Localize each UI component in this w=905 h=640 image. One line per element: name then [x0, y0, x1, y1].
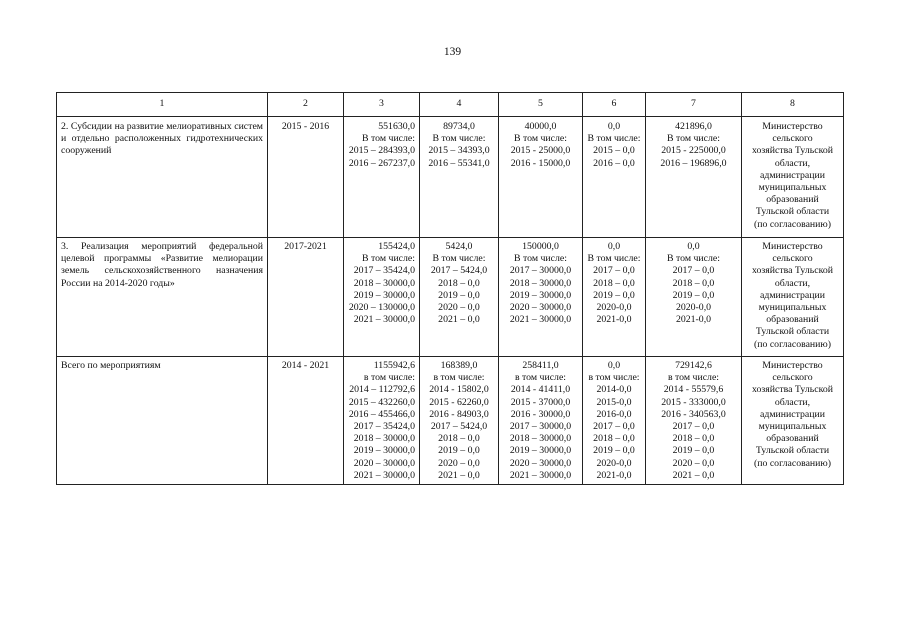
executor-cell — [742, 357, 844, 485]
cell-line: В том числе: — [362, 253, 415, 265]
cell-line: 155424,0 — [378, 241, 415, 252]
cell-line: хозяйства Тульской — [751, 145, 834, 157]
header-col-3: 3 — [344, 93, 420, 117]
cell-line: 2018 – 0,0 — [438, 277, 480, 289]
cell-line: (по согласованию) — [753, 338, 832, 350]
cell-line: 2019 – 0,0 — [438, 289, 480, 301]
extra-budget-cell — [646, 117, 742, 238]
activity-title-cell: 3. Реализация мероприятий федеральной целевой программы «Развитие мелиорации земель сельскохозяйственного назначения России на 2014-2020 годы» — [57, 238, 268, 357]
cell-line: 2015-0,0 — [596, 396, 632, 408]
cell-line: сельского — [772, 133, 813, 145]
table-header-row — [57, 93, 844, 117]
cell-line: 551630,0 — [378, 121, 415, 132]
cell-line: сельского — [772, 372, 813, 384]
cell-line: 2020-0,0 — [675, 302, 712, 314]
cell-line: 0,0 — [607, 241, 621, 252]
cell-line: 2018 – 30000,0 — [353, 433, 415, 445]
cell-line: 2020 – 130000,0 — [348, 302, 415, 314]
cell-line: В том числе: — [514, 133, 567, 145]
header-col-2: 2 — [268, 93, 344, 117]
executor-cell — [742, 117, 844, 238]
cell-line: 2018 – 0,0 — [672, 433, 715, 445]
cell-line: 2015 - 62260,0 — [429, 396, 489, 408]
cell-line: 2017 – 5424,0 — [430, 265, 488, 277]
cell-line: В том числе: — [667, 253, 720, 265]
cell-line: сельского — [772, 253, 813, 265]
cell-line: в том числе: — [514, 372, 567, 384]
cell-line: 2019 – 30000,0 — [353, 289, 415, 301]
cell-line: 2016 - 15000,0 — [510, 157, 571, 169]
header-col-8: 8 — [742, 93, 844, 117]
cell-line: 2020 – 30000,0 — [509, 302, 572, 314]
cell-line: муниципальных — [758, 182, 827, 194]
cell-line: в том числе: — [667, 372, 720, 384]
cell-line: 2019 – 30000,0 — [353, 445, 415, 457]
regional-budget-cell — [499, 238, 583, 357]
cell-line: 2018 – 30000,0 — [509, 433, 572, 445]
cell-line: 2015 - 333000,0 — [661, 396, 726, 408]
cell-line: 2021-0,0 — [596, 469, 632, 481]
cell-line: 2019 – 0,0 — [438, 445, 480, 457]
federal-budget-cell — [420, 357, 499, 485]
local-budget-cell — [583, 357, 646, 485]
period-cell: 2014 - 2021 — [268, 357, 344, 485]
cell-line: В том числе: — [432, 253, 486, 265]
total-amount-cell — [344, 117, 420, 238]
cell-line: 89734,0 — [443, 121, 475, 132]
activity-title-cell: Всего по мероприятиям — [57, 357, 268, 485]
total-amount-cell — [344, 357, 420, 485]
cell-line: в том числе: — [588, 372, 640, 384]
cell-line: Тульской области — [755, 326, 830, 338]
cell-line: 2014-0,0 — [596, 384, 632, 396]
cell-line: администрации — [760, 169, 825, 181]
header-col-1: 1 — [57, 93, 268, 117]
cell-line: Министерство — [762, 241, 823, 252]
cell-line: 2014 – 112792,6 — [349, 384, 415, 396]
cell-line: в том числе: — [433, 372, 485, 384]
period-cell: 2017-2021 — [268, 238, 344, 357]
extra-budget-cell — [646, 357, 742, 485]
cell-line: администрации — [760, 289, 825, 301]
extra-budget-cell — [646, 238, 742, 357]
cell-line: В том числе: — [587, 253, 641, 265]
cell-line: 2019 – 30000,0 — [509, 445, 572, 457]
header-col-6: 6 — [583, 93, 646, 117]
cell-line: 2014 - 15802,0 — [429, 384, 489, 396]
cell-line: 2014 - 55579,6 — [663, 384, 724, 396]
cell-line: 2015 – 284393,0 — [348, 145, 415, 157]
cell-line: 2017 – 35424,0 — [353, 421, 415, 433]
cell-line: 5424,0 — [445, 241, 473, 252]
cell-line: 2021 – 0,0 — [438, 469, 480, 481]
cell-line: 2017 – 0,0 — [672, 265, 715, 277]
cell-line: 2017 – 30000,0 — [509, 265, 572, 277]
header-col-4: 4 — [420, 93, 499, 117]
cell-line: 2016 – 196896,0 — [660, 157, 727, 169]
header-col-7: 7 — [646, 93, 742, 117]
table-row — [57, 238, 844, 357]
cell-line: 2017 – 0,0 — [593, 421, 635, 433]
cell-line: 2017 – 30000,0 — [509, 421, 572, 433]
cell-line: 258411,0 — [522, 360, 559, 371]
cell-line: 2015 – 34393,0 — [428, 145, 490, 157]
cell-line: 2020 – 0,0 — [438, 302, 480, 314]
table-row — [57, 117, 844, 238]
cell-line: 0,0 — [687, 241, 700, 252]
cell-line: 729142,6 — [675, 360, 712, 371]
cell-line: 1155942,6 — [373, 360, 415, 371]
local-budget-cell — [583, 238, 646, 357]
cell-line: 2017 – 35424,0 — [353, 265, 415, 277]
cell-line: В том числе: — [432, 133, 486, 145]
table-row — [57, 357, 844, 485]
cell-line: администрации — [760, 408, 825, 420]
cell-line: 40000,0 — [524, 121, 557, 132]
cell-line: 2017 – 5424,0 — [430, 421, 488, 433]
cell-line: области, — [774, 277, 811, 289]
cell-line: 2019 – 30000,0 — [509, 289, 572, 301]
cell-line: 2016 - 340563,0 — [661, 408, 726, 420]
period-cell: 2015 - 2016 — [268, 117, 344, 238]
cell-line: 168389,0 — [440, 360, 478, 371]
cell-line: В том числе: — [587, 133, 641, 145]
cell-line: 2019 – 0,0 — [672, 289, 715, 301]
cell-line: 2021 – 0,0 — [438, 314, 480, 326]
activity-title-cell: 2. Субсидии на развитие мелиоративных систем и отдельно расположенных гидротехнических сооружений — [57, 117, 268, 238]
executor-cell — [742, 238, 844, 357]
regional-budget-cell — [499, 357, 583, 485]
page-number: 139 — [443, 46, 462, 58]
cell-line: 2020 – 0,0 — [438, 457, 480, 469]
cell-line: (по согласованию) — [753, 457, 832, 469]
local-budget-cell — [583, 117, 646, 238]
cell-line: Министерство — [762, 360, 823, 371]
cell-line: 2020 – 30000,0 — [509, 457, 572, 469]
cell-line: 2018 – 0,0 — [593, 433, 635, 445]
cell-line: в том числе: — [363, 372, 415, 384]
cell-line: 2019 – 0,0 — [593, 289, 635, 301]
cell-line: 2020 – 0,0 — [672, 457, 715, 469]
cell-line: В том числе: — [362, 133, 415, 145]
cell-line: 2018 – 30000,0 — [353, 277, 415, 289]
cell-line: 2015 - 25000,0 — [510, 145, 571, 157]
cell-line: 0,0 — [607, 121, 621, 132]
program-table — [56, 92, 844, 485]
cell-line: 150000,0 — [522, 241, 559, 252]
cell-line: 421896,0 — [675, 121, 712, 132]
cell-line: образований — [766, 194, 819, 206]
cell-line: области, — [774, 396, 811, 408]
cell-line: 2015 – 432260,0 — [348, 396, 415, 408]
cell-line: Министерство — [762, 121, 823, 132]
cell-line: 2018 – 0,0 — [593, 277, 635, 289]
cell-line: В том числе: — [514, 253, 567, 265]
cell-line: 2017 – 0,0 — [593, 265, 635, 277]
cell-line: муниципальных — [758, 421, 827, 433]
cell-line: 2021-0,0 — [675, 314, 712, 326]
federal-budget-cell — [420, 117, 499, 238]
cell-line: 2016-0,0 — [596, 408, 632, 420]
cell-line: 2018 – 0,0 — [438, 433, 480, 445]
cell-line: 2016 – 55341,0 — [428, 157, 490, 169]
cell-line: хозяйства Тульской — [751, 265, 834, 277]
cell-line: 2015 – 0,0 — [593, 145, 635, 157]
cell-line: образований — [766, 314, 819, 326]
cell-line: 2018 – 0,0 — [672, 277, 715, 289]
cell-line: 2020-0,0 — [596, 302, 632, 314]
cell-line: 0,0 — [607, 360, 621, 371]
total-amount-cell — [344, 238, 420, 357]
cell-line: Тульской области — [755, 206, 830, 218]
cell-line: (по согласованию) — [753, 218, 832, 230]
cell-line: 2016 - 84903,0 — [429, 408, 489, 420]
cell-line: 2018 – 30000,0 — [509, 277, 572, 289]
cell-line: образований — [766, 433, 819, 445]
cell-line: 2015 - 225000,0 — [661, 145, 726, 157]
cell-line: 2021-0,0 — [596, 314, 632, 326]
cell-line: 2020-0,0 — [596, 457, 632, 469]
cell-line: 2016 – 0,0 — [593, 157, 635, 169]
cell-line: 2020 – 30000,0 — [353, 457, 415, 469]
header-col-5: 5 — [499, 93, 583, 117]
cell-line: 2021 – 0,0 — [672, 469, 715, 481]
cell-line: В том числе: — [667, 133, 720, 145]
cell-line: Тульской области — [755, 445, 830, 457]
cell-line: области, — [774, 157, 811, 169]
cell-line: 2019 – 0,0 — [672, 445, 715, 457]
cell-line: 2016 – 455466,0 — [348, 408, 415, 420]
federal-budget-cell — [420, 238, 499, 357]
cell-line: 2016 - 30000,0 — [510, 408, 571, 420]
cell-line: 2015 - 37000,0 — [510, 396, 571, 408]
cell-line: 2019 – 0,0 — [593, 445, 635, 457]
cell-line: 2021 – 30000,0 — [509, 469, 572, 481]
cell-line: муниципальных — [758, 302, 827, 314]
cell-line: 2021 – 30000,0 — [353, 469, 415, 481]
cell-line: 2021 – 30000,0 — [353, 314, 415, 326]
cell-line: 2016 – 267237,0 — [348, 157, 415, 169]
cell-line: 2021 – 30000,0 — [509, 314, 572, 326]
regional-budget-cell — [499, 117, 583, 238]
cell-line: 2014 - 41411,0 — [510, 384, 571, 396]
cell-line: 2017 – 0,0 — [672, 421, 715, 433]
cell-line: хозяйства Тульской — [751, 384, 834, 396]
